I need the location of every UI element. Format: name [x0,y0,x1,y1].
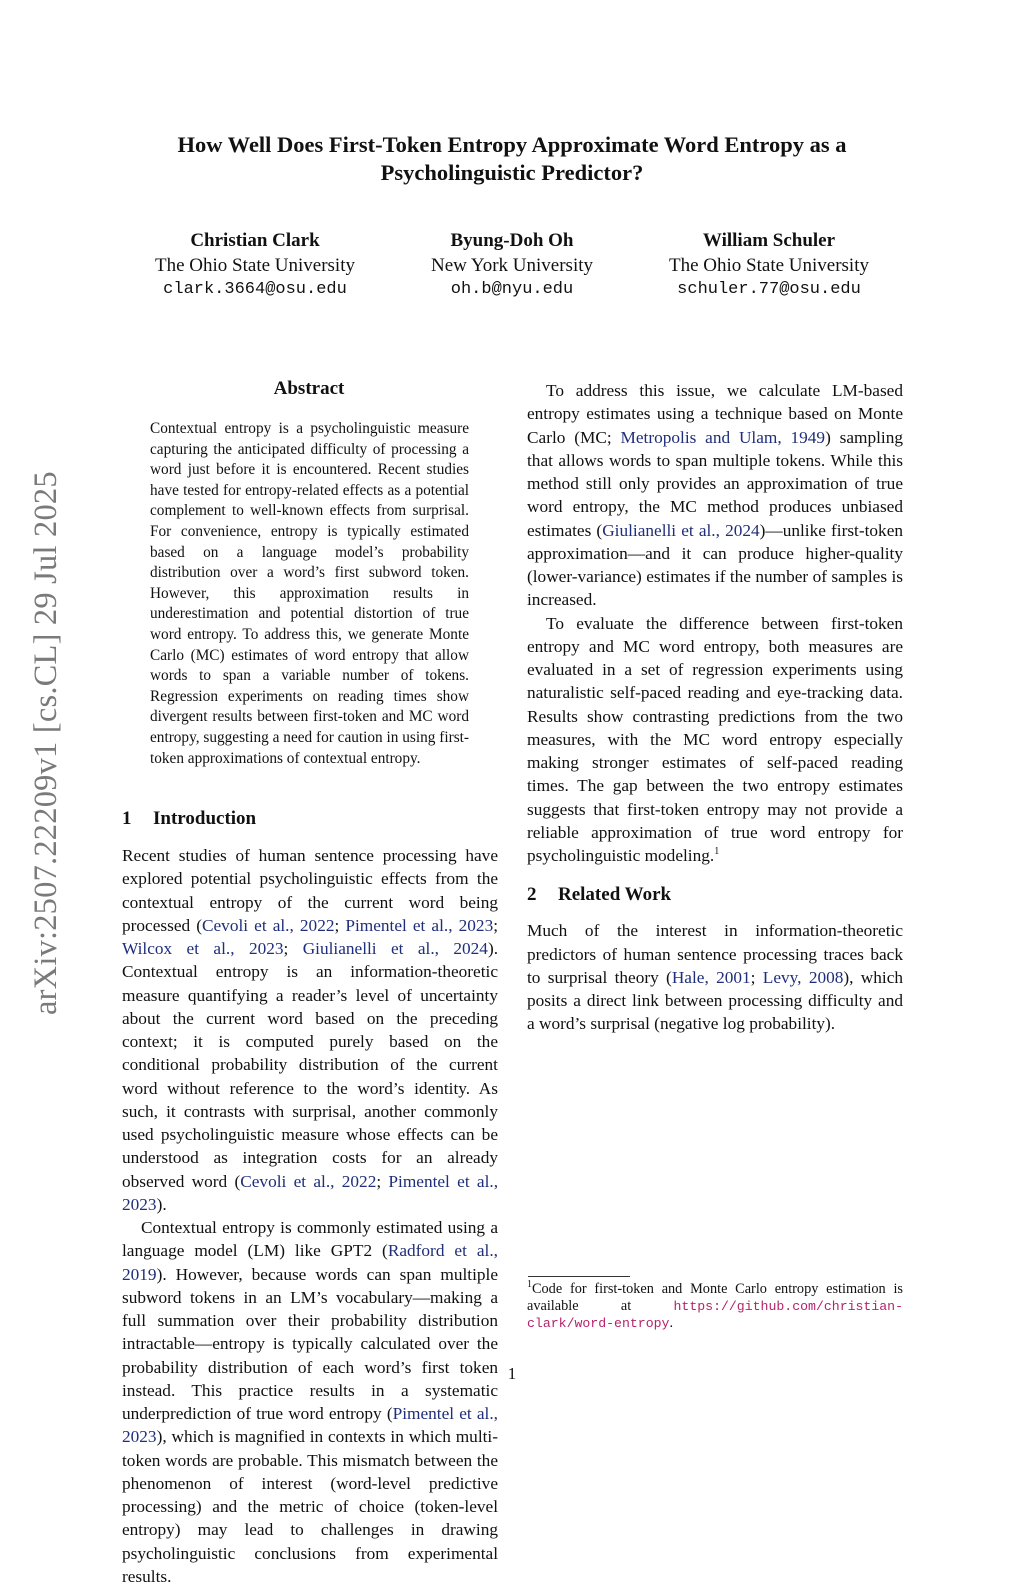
citation-link[interactable]: Cevoli et al., 2022 [201,915,335,935]
section-1-heading [122,807,498,831]
citation-link[interactable]: Levy, 2008 [762,967,844,987]
author-email[interactable]: clark.3664@osu.edu [163,280,347,299]
author-affiliation: The Ohio State University [155,254,355,276]
citation-link[interactable]: Giulianelli et al., 2024 [302,939,488,958]
author-name: Christian Clark [190,230,320,251]
footnote-rule [528,1276,630,1277]
intro-paragraph-2: Contextual entropy is commonly estimated using a language model (LM) like GPT2 (Radford et al., 2019). However, because words can span multiple subword tokens in an LM’s vocabulary—making a full summation over their probability distribution intractable—entropy is typically calculated over the probability distribution of each word’s first token instead. This practice results in a systematic underprediction of true word entropy (Pimentel et al., 2023), which is magnified in contexts in which multi-token words are probable. This mismatch between the phenomenon of interest (word-level predictive processing) and the metric of choice (token-level entropy) may lead to challenges in drawing psycholinguistic conclusions from experimental results. [122,1218,498,1586]
footnote-marker[interactable]: 1 [714,846,720,858]
section-number: 1 [122,808,132,829]
page-number: 1 [507,1364,517,1383]
abstract-body: Contextual entropy is a psycholinguistic measure capturing the anticipated difficulty of processing a word just before it is encountered. Recent studies have tested for entropy-related effects as a potential complement to well-known effects from surprisal. For convenience, entropy is typically estimated based on a language model’s probability distribution over a word’s first subword token. However, this approximation results in underestimation and potential distortion of true word entropy. To address this, we generate Monte Carlo (MC) estimates of word entropy that allow words to span a variable number of tokens. Regression experiments on reading times show divergent results between first-token and MC word entropy, suggesting a need for caution in using first-token approximations of contextual entropy. [150,420,469,767]
citation-link[interactable]: Metropolis and Ulam, 1949 [620,427,826,447]
citation-link[interactable]: Wilcox et al., 2023 [122,939,284,958]
author-name: William Schuler [702,230,836,251]
paper-title: How Well Does First-Token Entropy Approximate Word Entropy as a Psycholinguistic Predictor? [177,132,847,185]
section-number: 2 [527,884,537,906]
abstract-heading: Abstract [273,378,345,399]
author-email[interactable]: schuler.77@osu.edu [677,280,861,299]
section-title: Introduction [153,808,257,829]
author-email[interactable]: oh.b@nyu.edu [450,280,574,299]
author-affiliation: New York University [430,254,594,276]
footnote: $^1$Code for first-token and Monte Carlo entropy estimation is available at https://github.com/christian-clark/word-entropy. [527,1279,903,1332]
left-column [122,807,498,1588]
author-2 [367,229,657,303]
author-1 [110,229,400,303]
section-title: Related Work [558,884,672,906]
intro-paragraph-1: Recent studies of human sentence processing have explored potential psycholinguistic effects from the contextual entropy of the current word being processed (Cevoli et al., 2022; Pimentel et al., 2023; Wilcox et al., 2023; Giulianelli et al., 2024). Contextual entropy is an information-theoretic measure quantifying a reader’s level of uncertainty about the current word based on the preceding context; it is computed purely based on the conditional probability distribution of the current word without reference to the word’s identity. As such, it contrasts with surprisal, another commonly used psycholinguistic measure whose effects can be understood as integration costs for an already observed word (Cevoli et al., 2022; Pimentel et al., 2023). [122,846,499,1214]
section-2-heading [527,883,903,907]
citation-link[interactable]: Hale, 2001 [671,967,751,987]
citation-link[interactable]: Radford et al., 2019 [122,1241,498,1284]
citation-link[interactable]: Cevoli et al., 2022 [240,1171,377,1191]
author-name: Byung-Doh Oh [450,230,574,251]
related-paragraph-1: Much of the interest in information-theoretic predictors of human sentence processing traces back to surprisal theory (Hale, 2001; Levy, 2008), which posits a direct link between processing difficulty and a word’s surprisal (negative log probability). [527,921,904,1034]
intro-paragraph-4: To evaluate the difference between first-token entropy and MC word entropy, both measures are evaluated in a set of regression experiments using naturalistic self-paced reading and eye-tracking data. Results show contrasting predictions from the two measures, with the MC word entropy especially making stronger estimates of self-paced reading times. The gap between the two entropy estimates suggests that first-token entropy may not provide a reliable approximation of true word entropy for psycholinguistic modeling.$^1$ [527,613,903,865]
citation-link[interactable]: Pimentel et al., 2023 [345,915,494,935]
right-column [527,379,903,1036]
citation-link[interactable]: Pimentel et al., 2023 [122,1171,499,1214]
citation-link[interactable]: Giulianelli et al., 2024 [602,520,760,540]
intro-paragraph-3: To address this issue, we calculate LM-based entropy estimates using a technique based on Monte Carlo (MC; Metropolis and Ulam, 1949) sampling that allows words to span multiple tokens. While this method still only provides an approximation of true word entropy, the MC method produces unbiased estimates (Giulianelli et al., 2024)—unlike first-token approximation—and it can produce higher-quality (lower-variance) estimates if the number of samples is increased. [527,381,904,610]
citation-link[interactable]: Pimentel et al., 2023 [122,1404,498,1447]
arxiv-side-label: arXiv:2507.22209v1 [cs.CL] 29 Jul 2025 [28,471,64,1015]
author-affiliation: The Ohio State University [669,254,869,276]
author-3 [624,229,914,303]
footnote-url-link[interactable]: https://github.com/christian-clark/word-entropy [527,1299,903,1332]
